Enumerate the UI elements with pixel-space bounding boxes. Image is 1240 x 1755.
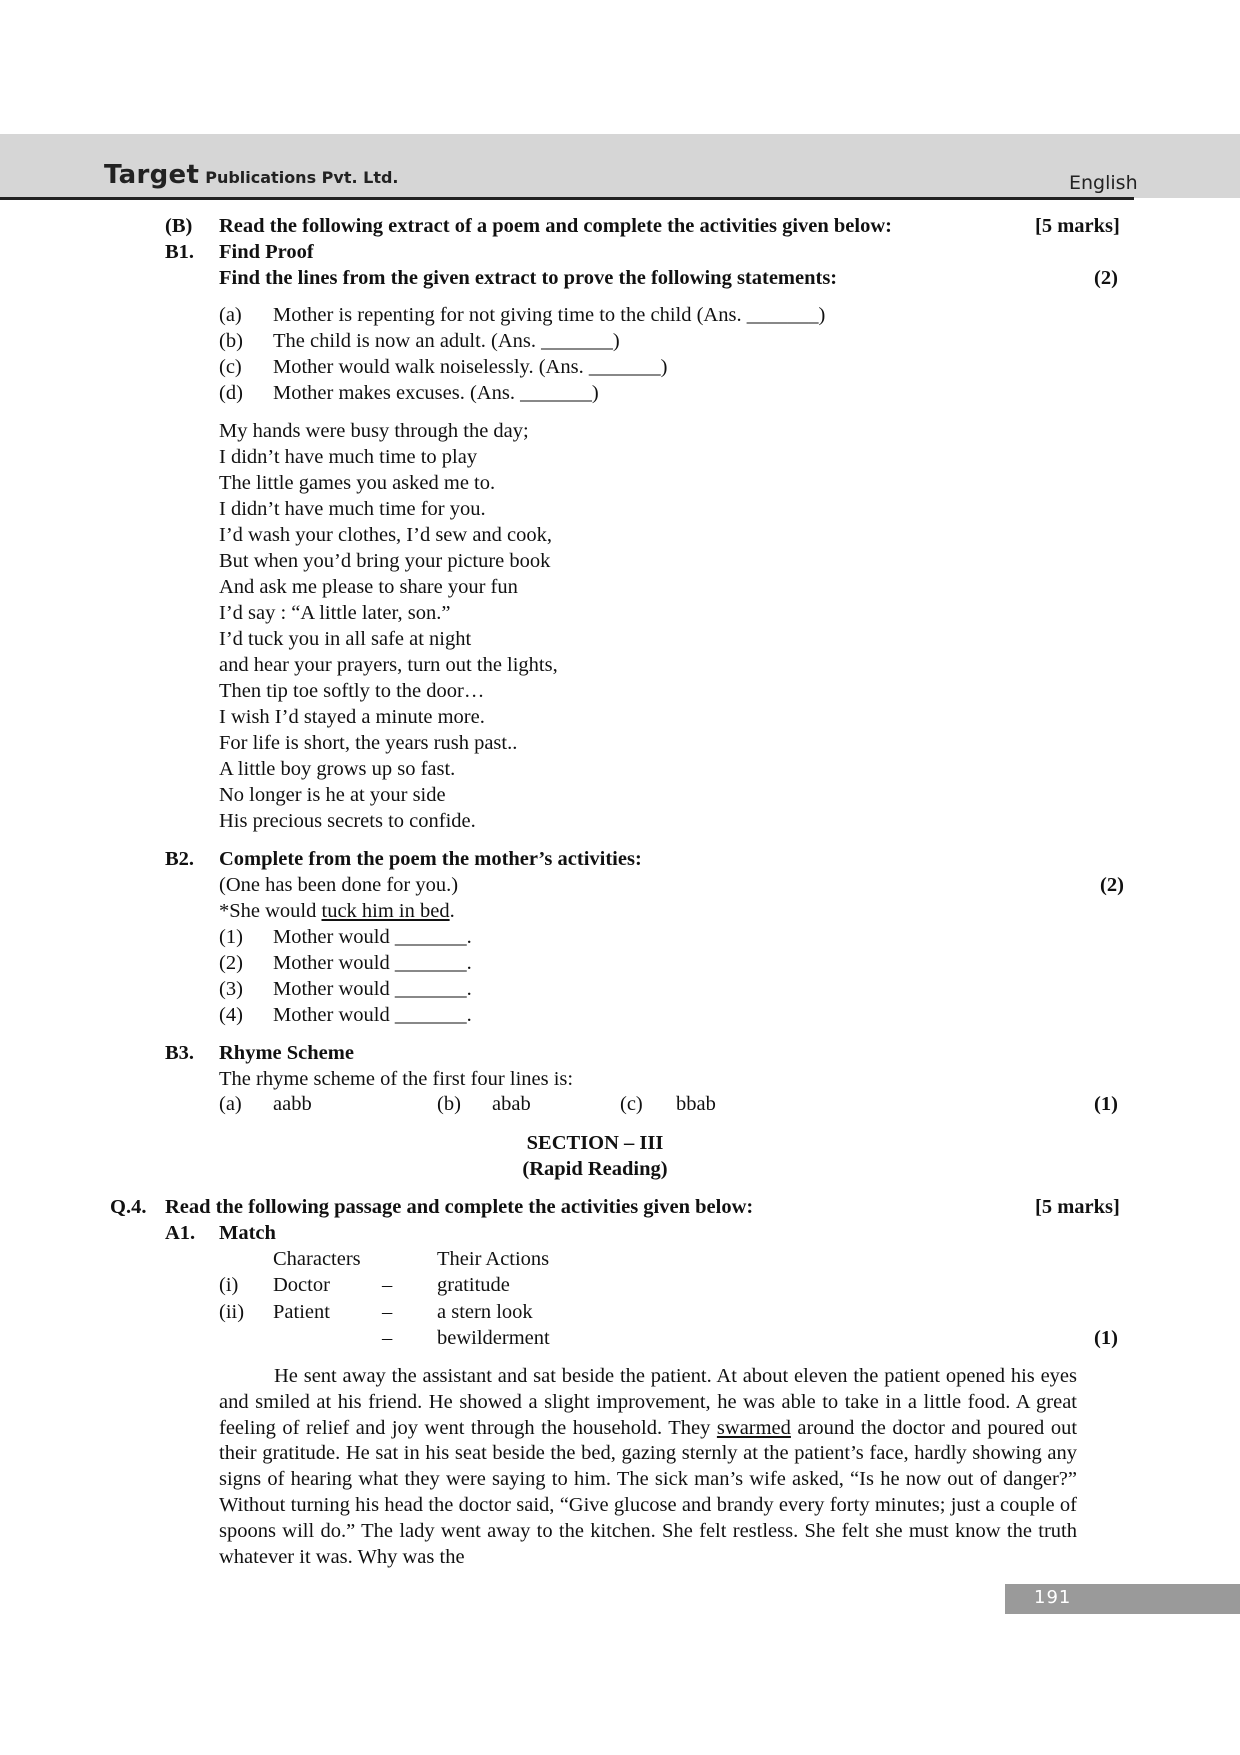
a1-label: A1. bbox=[165, 1222, 196, 1244]
b1-item-label: (c) bbox=[219, 356, 242, 378]
b1-item-label: (d) bbox=[219, 382, 243, 404]
b2-example bbox=[219, 901, 455, 922]
poem-line: The little games you asked me to. bbox=[219, 472, 496, 494]
section-subtitle: (Rapid Reading) bbox=[522, 1158, 668, 1180]
a1-row-label: (ii) bbox=[219, 1301, 245, 1323]
b3-option-label: (c) bbox=[620, 1093, 643, 1115]
a1-column-header: Their Actions bbox=[437, 1248, 550, 1270]
passage bbox=[219, 1364, 1077, 1570]
b1-label: B1. bbox=[165, 241, 195, 263]
b3-option-label: (b) bbox=[437, 1093, 461, 1115]
b2-example-suffix: . bbox=[449, 900, 455, 922]
b2-item-label: (4) bbox=[219, 1004, 243, 1026]
a1-action: bewilderment bbox=[437, 1327, 550, 1349]
a1-column-header: Characters bbox=[273, 1248, 361, 1270]
brand-subtitle: Publications Pvt. Ltd. bbox=[205, 168, 399, 187]
b2-note: (One has been done for you.) bbox=[219, 874, 459, 896]
poem-line: Then tip toe softly to the door… bbox=[219, 680, 485, 702]
b1-title: Find Proof bbox=[219, 241, 314, 263]
b3-marks: (1) bbox=[1094, 1093, 1118, 1115]
section-b-label: (B) bbox=[165, 215, 193, 237]
b2-item-label: (3) bbox=[219, 978, 243, 1000]
a1-character: Doctor bbox=[273, 1274, 330, 1296]
a1-title: Match bbox=[219, 1222, 276, 1244]
b2-item-label: (1) bbox=[219, 926, 243, 948]
b1-item-text: Mother would walk noiselessly. (Ans. _______) bbox=[273, 356, 668, 378]
poem-line: His precious secrets to confide. bbox=[219, 810, 476, 832]
b2-item-text: Mother would _______. bbox=[273, 978, 472, 1000]
section-b-heading: Read the following extract of a poem and complete the activities given below: bbox=[219, 215, 892, 237]
b2-example-answer: tuck him in bed bbox=[321, 900, 450, 922]
a1-row-label: (i) bbox=[219, 1274, 239, 1296]
q4-marks: [5 marks] bbox=[1035, 1196, 1120, 1218]
b3-title: Rhyme Scheme bbox=[219, 1042, 354, 1064]
b1-item-text: The child is now an adult. (Ans. _______) bbox=[273, 330, 620, 352]
poem-line: I’d tuck you in all safe at night bbox=[219, 628, 472, 650]
poem-line: I didn’t have much time to play bbox=[219, 446, 478, 468]
b2-item-text: Mother would _______. bbox=[273, 1004, 472, 1026]
publisher-logo bbox=[104, 160, 399, 190]
a1-character: Patient bbox=[273, 1301, 330, 1323]
poem-line: I’d say : “A little later, son.” bbox=[219, 602, 451, 624]
poem-line: For life is short, the years rush past.. bbox=[219, 732, 518, 754]
poem-line: A little boy grows up so fast. bbox=[219, 758, 456, 780]
q4-label: Q.4. bbox=[110, 1196, 147, 1218]
poem-line: No longer is he at your side bbox=[219, 784, 446, 806]
b2-item-text: Mother would _______. bbox=[273, 952, 472, 974]
poem-line: and hear your prayers, turn out the lights, bbox=[219, 654, 558, 676]
passage-underlined-word: swarmed bbox=[716, 1416, 791, 1439]
poem-line: But when you’d bring your picture book bbox=[219, 550, 551, 572]
b3-label: B3. bbox=[165, 1042, 195, 1064]
b1-instruction: Find the lines from the given extract to prove the following statements: bbox=[219, 267, 838, 289]
a1-dash: – bbox=[382, 1327, 393, 1349]
section-title: SECTION – III bbox=[526, 1132, 664, 1154]
poem-line: I wish I’d stayed a minute more. bbox=[219, 706, 485, 728]
poem-line: I’d wash your clothes, I’d sew and cook, bbox=[219, 524, 553, 546]
brand-name: Target bbox=[104, 160, 200, 190]
b1-item-label: (b) bbox=[219, 330, 243, 352]
b1-item-text: Mother makes excuses. (Ans. _______) bbox=[273, 382, 599, 404]
section-b-marks: [5 marks] bbox=[1035, 215, 1120, 237]
b3-option-text: bbab bbox=[676, 1093, 716, 1115]
header-rule bbox=[0, 197, 1134, 200]
poem-line: And ask me please to share your fun bbox=[219, 576, 518, 598]
poem-line: I didn’t have much time for you. bbox=[219, 498, 486, 520]
b3-question: The rhyme scheme of the first four lines is: bbox=[219, 1068, 574, 1090]
b1-item-text: Mother is repenting for not giving time to the child (Ans. _______) bbox=[273, 304, 826, 326]
a1-dash: – bbox=[382, 1274, 393, 1296]
a1-marks: (1) bbox=[1094, 1327, 1118, 1349]
q4-heading: Read the following passage and complete the activities given below: bbox=[165, 1196, 754, 1218]
b2-example-prefix: *She would bbox=[219, 900, 322, 922]
b2-marks: (2) bbox=[1100, 874, 1124, 896]
b3-option-text: abab bbox=[492, 1093, 531, 1115]
a1-action: a stern look bbox=[437, 1301, 533, 1323]
subject-label: English bbox=[1069, 172, 1138, 194]
b3-option-text: aabb bbox=[273, 1093, 312, 1115]
b2-item-text: Mother would _______. bbox=[273, 926, 472, 948]
b3-option-label: (a) bbox=[219, 1093, 242, 1115]
page-number: 191 bbox=[1034, 1587, 1072, 1608]
poem-line: My hands were busy through the day; bbox=[219, 420, 529, 442]
b1-marks: (2) bbox=[1094, 267, 1118, 289]
b1-item-label: (a) bbox=[219, 304, 242, 326]
passage-text: around the doctor and poured out their gratitude. He sat in his seat beside the bed, gazing sternly at the patient’s face, hardly showing any signs of hearing what they were saying to him. The sick man’s wife asked, “Is he now out of danger?” Without turning his head the doctor said, “Give glucose and brandy every forty minutes; just a couple of spoons will do.” The lady went away to the kitchen. She felt restless. She felt she must know the truth whatever it was. Why was the bbox=[219, 1416, 1078, 1568]
b2-item-label: (2) bbox=[219, 952, 243, 974]
a1-action: gratitude bbox=[437, 1274, 510, 1296]
b2-title: Complete from the poem the mother’s activities: bbox=[219, 848, 642, 870]
a1-dash: – bbox=[382, 1301, 393, 1323]
b2-label: B2. bbox=[165, 848, 195, 870]
passage-text: He sent away the assistant and sat beside the patient. At about eleven the patient opened his eyes and smiled at his friend. He showed a slight improvement, he was able to take in a little food. A great feeling of relief and joy went through the household. They bbox=[219, 1365, 1077, 1439]
